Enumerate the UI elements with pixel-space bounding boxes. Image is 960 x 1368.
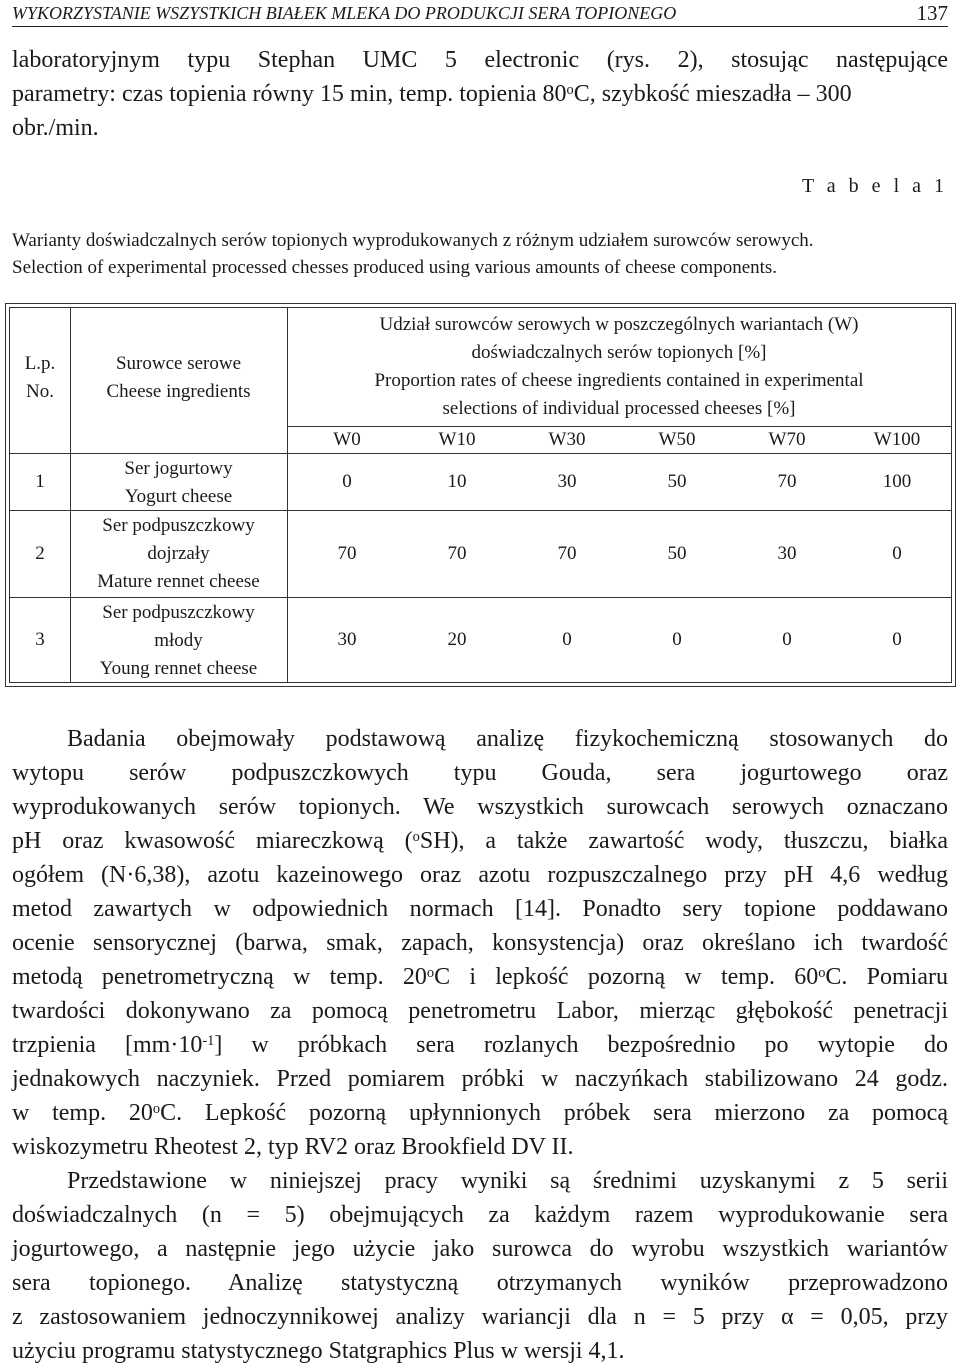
intro-paragraph [12,43,948,145]
value-cell: 30 [777,543,797,564]
value-cell: 70 [447,543,467,564]
value-cell: 20 [447,629,467,650]
table-caption-pl: Warianty doświadczalnych serów topionych wyprodukowanych z różnym udziałem surowców serowych. [12,230,814,251]
table-label: T a b e l a 1 [801,175,948,197]
value-cell: 0 [892,543,902,564]
variant-header: W50 [658,429,696,450]
body-paragraph-2 [12,1164,948,1368]
text-line: Przedstawione w niniejszej pracy wyniki są średnimi uzyskanymi z 5 serii [67,1168,948,1194]
ingredient-cell: Ser jogurtowy Yogurt cheese [124,458,233,507]
running-title: WYKORZYSTANIE WSZYSTKICH BIAŁEK MLEKA DO PRODUKCJI SERA TOPIONEGO [12,3,677,23]
variants-table [5,303,956,687]
text-line: z zastosowaniem jednoczynnikowej analizy wariancji dla n = 5 przy α = 0,05, przy [12,1304,948,1330]
variant-header: W100 [873,429,921,450]
value-cell: 70 [337,543,357,564]
table-caption [12,227,948,281]
text-line: użyciu programu statystycznego Statgraphics Plus w wersji 4,1. [12,1338,625,1364]
value-cell: 0 [562,629,572,650]
header-share: Udział surowców serowych w poszczególnych wariantach (W) doświadczalnych serów topionych [%] Proportion rates of cheese ingredients contained in experimental selections of individual processed cheeses [%] [374,314,864,419]
text-line: wiskozymetru Rheotest 2, typ RV2 oraz Brookfield DV II. [12,1134,574,1160]
header-ingredients: Surowce serowe Cheese ingredients [106,353,251,402]
text-line: parametry: czas topienia równy 15 min, temp. topienia 80$^o$C, szybkość mieszadła – 300 [12,81,852,107]
header-lp: L.p. No. [24,353,56,402]
value-cell: 0 [672,629,682,650]
body-paragraph-1 [12,722,948,1164]
page-number: 137 [916,1,948,25]
variant-header: W0 [333,429,361,450]
text-line: pH oraz kwasowość miareczkową ($^o$SH), a także zawartość wody, tłuszczu, białka [12,828,948,854]
text-line: obr./min. [12,115,99,141]
text-line: jednakowych naczyniek. Przed pomiarem próbki w naczyńkach stabilizowano 24 godz. [12,1066,948,1092]
variant-header: W30 [548,429,586,450]
value-cell: 100 [882,471,912,492]
value-cell: 0 [342,471,352,492]
table-caption-en: Selection of experimental processed chesses produced using various amounts of cheese components. [12,257,778,278]
ingredient-cell: Ser podpuszczkowy dojrzały Mature rennet cheese [97,515,260,592]
text-line: sera topionego. Analizę statystyczną otrzymanych wyników przeprowadzono [12,1270,948,1296]
text-line: laboratoryjnym typu Stephan UMC 5 electronic (rys. 2), stosując następujące [12,47,948,73]
value-cell: 30 [557,471,577,492]
text-line: doświadczalnych (n = 5) obejmujących za każdym razem wyprodukowanie sera [12,1202,948,1228]
running-header [12,0,948,27]
row-number: 3 [35,629,45,650]
value-cell: 70 [777,471,797,492]
row-number: 1 [35,471,45,492]
text-line: ogółem (N·6,38), azotu kazeinowego oraz azotu rozpuszczalnego przy pH 4,6 według [12,862,948,888]
text-line: twardości dokonywano za pomocą penetrometru Labor, mierząc głębokość penetracji [12,998,948,1024]
text-line: metod zawartych w odpowiednich normach [14]. Ponadto sery topione poddawano [12,896,948,922]
text-line: wytopu serów podpuszczkowych typu Gouda, sera jogurtowego oraz [12,760,948,786]
value-cell: 0 [782,629,792,650]
row-number: 2 [35,543,45,564]
text-line: wyprodukowanych serów topionych. We wszystkich surowcach serowych oznaczano [12,794,948,820]
variant-header: W10 [438,429,476,450]
value-cell: 0 [892,629,902,650]
ingredient-cell: Ser podpuszczkowy młody Young rennet cheese [99,602,258,679]
value-cell: 50 [667,543,687,564]
variant-header: W70 [768,429,806,450]
text-line: ocenie sensorycznej (barwa, smak, zapach, konsystencja) oraz określano ich twardość [12,930,948,956]
text-line: w temp. 20$^o$C. Lepkość pozorną upłynnionych próbek sera mierzono za pomocą [12,1100,948,1126]
value-cell: 70 [557,543,577,564]
value-cell: 30 [337,629,357,650]
text-line: trzpienia $[mm\cdot 10^{-1}]$ w próbkach sera rozlanych bezpośrednio po wytopie do [12,1032,948,1058]
text-line: Badania obejmowały podstawową analizę fizykochemiczną stosowanych do [67,726,948,752]
text-line: metodą penetrometryczną w temp. 20$^o$C i lepkość pozorną w temp. 60$^o$C. Pomiaru [12,964,948,990]
value-cell: 50 [667,471,687,492]
value-cell: 10 [447,471,467,492]
text-line: jogurtowego, a następnie jego użycie jako surowca do wyrobu wszystkich wariantów [12,1236,948,1262]
